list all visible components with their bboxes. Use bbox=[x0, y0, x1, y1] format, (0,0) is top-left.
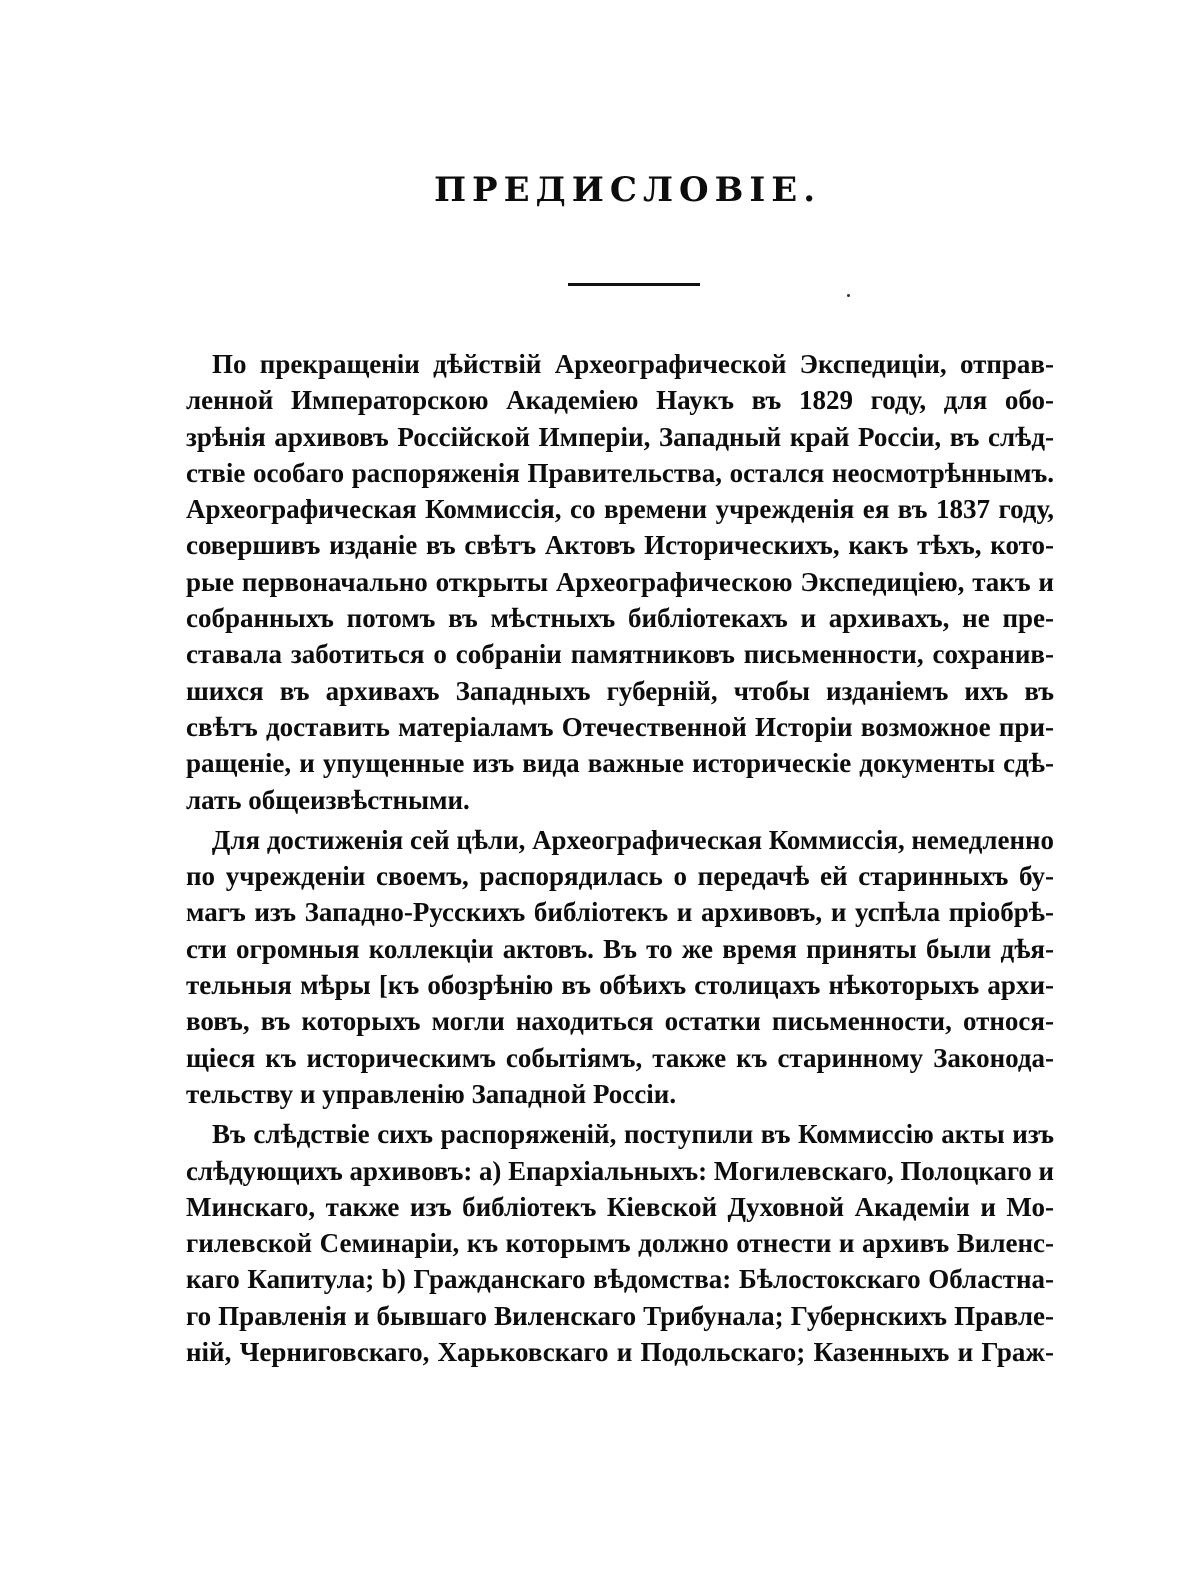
text-line: щіеся къ историческимъ событіямъ, также къ старинному Законода- bbox=[186, 1042, 1054, 1073]
text-line: Археографическая Коммиссія, со времени учрежденія ея въ 1837 году, bbox=[186, 494, 1054, 525]
paragraph-2 bbox=[186, 822, 1054, 1112]
text-line: гилевской Семинаріи, къ которымъ должно отнести и архивъ Виленс- bbox=[186, 1228, 1054, 1259]
paragraph-3 bbox=[186, 1116, 1054, 1370]
text-line: зрѣнія архивовъ Россійской Имперіи, Западный край Россіи, въ слѣд- bbox=[186, 421, 1054, 452]
text-line: каго Капитула; b) Гражданскаго вѣдомства: Бѣлостокскаго Областна- bbox=[186, 1264, 1054, 1295]
body-text bbox=[186, 346, 1054, 1374]
text-line: ращеніе, и упущенные изъ вида важные историческіе документы сдѣ- bbox=[186, 748, 1054, 779]
text-line: По прекращеніи дѣйствій Археографической Экспедиціи, отправ- bbox=[212, 349, 1054, 379]
text-line: тельныя мѣры [къ обозрѣнію въ обѣихъ столицахъ нѣкоторыхъ архи- bbox=[186, 970, 1054, 1001]
text-line: по учрежденіи своемъ, распорядилась о передачѣ ей старинныхъ бу- bbox=[186, 861, 1054, 892]
ink-speck bbox=[847, 294, 850, 297]
text-line: вовъ, въ которыхъ могли находиться остатки письменности, относя- bbox=[186, 1006, 1054, 1037]
text-line: ствіе особаго распоряженія Правительства, остался неосмотрѣннымъ. bbox=[186, 457, 1054, 488]
text-line: слѣдующихъ архивовъ: а) Епархіальныхъ: Могилевскаго, Полоцкаго и bbox=[186, 1155, 1055, 1186]
page-title: ПРЕДИСЛОВІЕ. bbox=[433, 170, 822, 210]
text-line: го Правленія и бывшаго Виленскаго Трибунала; Губернскихъ Правле- bbox=[186, 1300, 1054, 1331]
text-line: магъ изъ Западно-Русскихъ библіотекъ и архивовъ, и успѣла пріобрѣ- bbox=[186, 897, 1054, 928]
text-line: ленной Императорскою Академіею Наукъ въ 1829 году, для обо- bbox=[186, 385, 1054, 416]
text-line: ній, Черниговскаго, Харьковскаго и Подольскаго; Казенныхъ и Граж- bbox=[186, 1337, 1054, 1368]
text-line: ставала заботиться о собраніи памятниковъ письменности, сохранив- bbox=[186, 639, 1054, 670]
paragraph-1 bbox=[186, 346, 1054, 818]
text-line: Минскаго, также изъ библіотекъ Кіевской Духовной Академіи и Мо- bbox=[186, 1191, 1054, 1222]
text-line: шихся въ архивахъ Западныхъ губерній, чтобы изданіемъ ихъ въ bbox=[186, 675, 1054, 706]
text-line: лать общеизвѣстными. bbox=[186, 784, 470, 815]
text-line: свѣтъ доставить матеріаламъ Отечественной Исторіи возможное при- bbox=[186, 711, 1054, 742]
text-line: тельству и управленію Западной Россіи. bbox=[186, 1078, 677, 1109]
text-line: Въ слѣдствіе сихъ распоряженій, поступили въ Коммиссію акты изъ bbox=[212, 1119, 1054, 1150]
text-line: Для достиженія сей цѣли, Археографическая Коммиссія, немедленно bbox=[211, 824, 1054, 855]
text-line: совершивъ изданіе въ свѣтъ Актовъ Историческихъ, какъ тѣхъ, кото- bbox=[186, 530, 1054, 561]
text-line: сти огромныя коллекціи актовъ. Въ то же время приняты были дѣя- bbox=[186, 933, 1054, 964]
text-line: рые первоначально открыты Археографическою Экспедиціею, такъ и bbox=[186, 566, 1054, 597]
title-divider bbox=[568, 283, 700, 286]
text-line: собранныхъ потомъ въ мѣстныхъ библіотекахъ и архивахъ, не пре- bbox=[186, 603, 1054, 634]
